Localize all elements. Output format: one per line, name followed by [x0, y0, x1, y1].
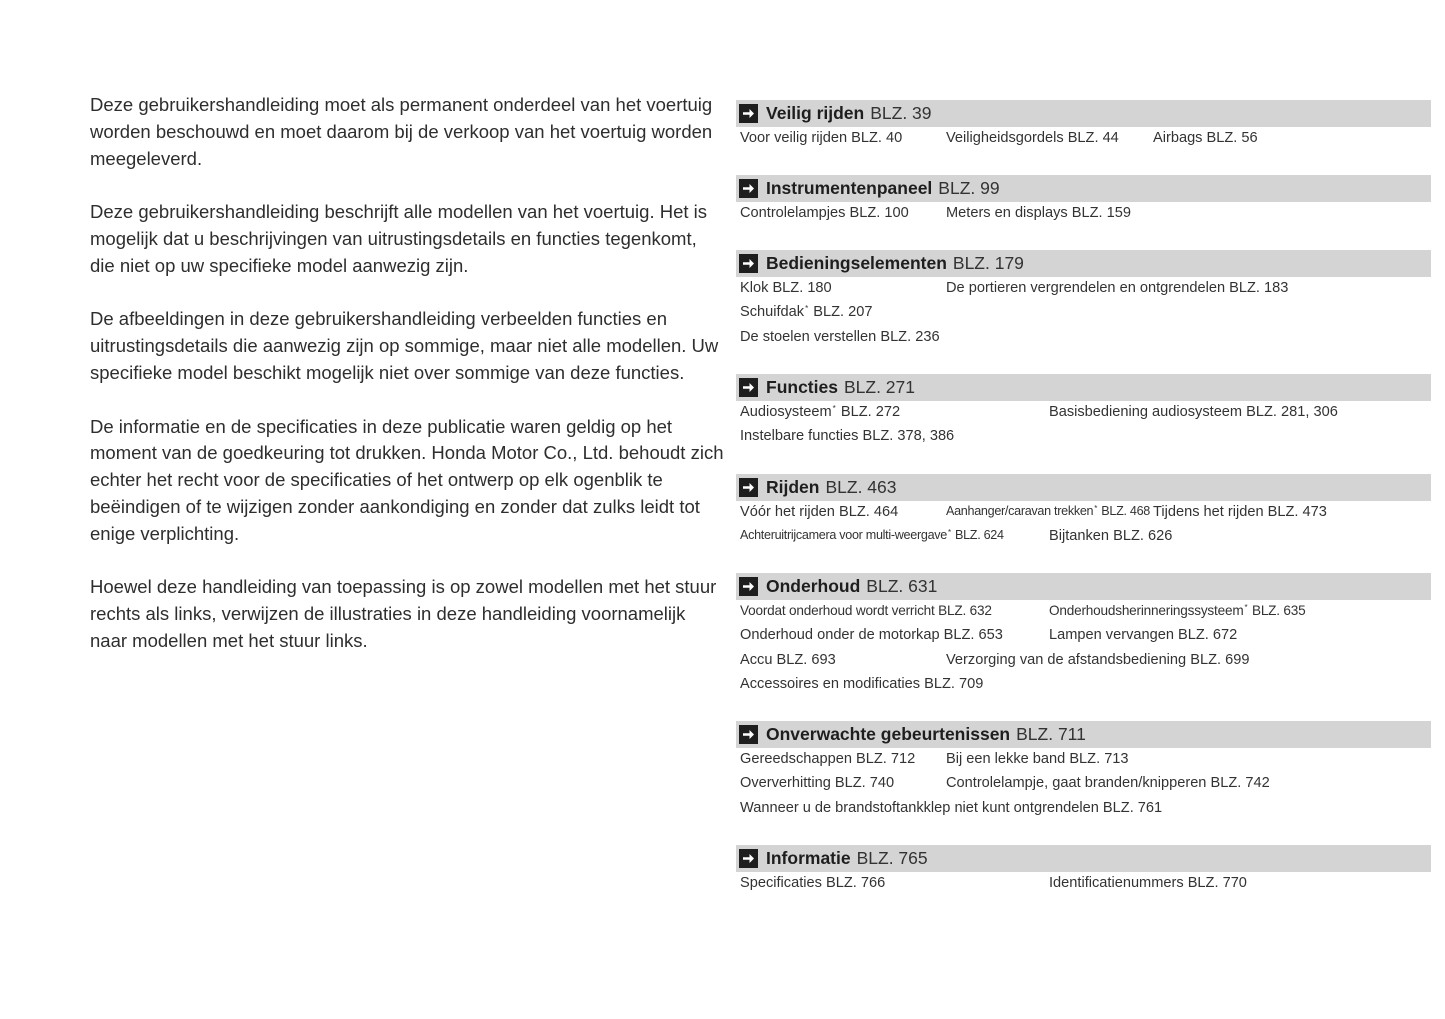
toc-link[interactable]: Wanneer u de brandstoftankklep niet kunt ontgrendelen BLZ. 761 [740, 799, 1163, 816]
section-header[interactable] [736, 374, 1431, 401]
section-page: BLZ. 39 [870, 103, 932, 123]
toc-link[interactable]: Bij een lekke band BLZ. 713 [946, 751, 1129, 767]
toc-link[interactable]: Bijtanken BLZ. 626 [1049, 528, 1173, 545]
toc-link[interactable]: Veiligheidsgordels BLZ. 44 [946, 130, 1119, 146]
toc-link[interactable]: Tijdens het rijden BLZ. 473 [1153, 504, 1327, 520]
toc-row [740, 600, 1431, 624]
section-title: Onverwachte gebeurtenissen [766, 724, 1011, 744]
toc-link[interactable]: Klok BLZ. 180 [740, 280, 832, 296]
intro-paragraph: De informatie en de specificaties in deze publicatie waren geldig op het moment van de goedkeuring tot drukken. Honda Motor Co., Ltd. behoudt zich echter het recht voor de specificaties of het ontwerp op elk ogenblik te beëindigen of te wijzigen zonder aankondiging en zonder dat zulks leidt tot enige verplichting. [90, 415, 724, 544]
toc-row [740, 301, 1431, 325]
toc-link[interactable]: De portieren vergrendelen en ontgrendelen BLZ. 183 [946, 280, 1289, 296]
toc-link[interactable]: Voor veilig rijden BLZ. 40 [740, 130, 903, 146]
toc-link[interactable]: Oververhitting BLZ. 740 [740, 775, 895, 792]
footnote-mark: * [1094, 504, 1098, 513]
section-page: BLZ. 99 [938, 178, 1000, 198]
toc-section-informatie [736, 845, 1431, 896]
footnote-mark: * [832, 404, 836, 413]
toc-link[interactable]: Gereedschappen BLZ. 712 [740, 751, 916, 767]
toc-link[interactable] [1049, 603, 1306, 618]
toc-row [740, 401, 1431, 425]
section-title: Functies [766, 377, 838, 397]
arrow-right-icon [739, 104, 758, 123]
toc-link-name: Achteruitrijcamera voor multi-weergave [740, 528, 947, 543]
toc-section-functies [736, 374, 1431, 450]
toc-link[interactable]: Airbags BLZ. 56 [1153, 130, 1258, 146]
footnote-mark: * [1244, 603, 1248, 612]
section-title: Informatie [766, 848, 851, 868]
toc-link[interactable]: Voordat onderhoud wordt verricht BLZ. 632 [740, 603, 992, 618]
footnote-mark: * [947, 528, 951, 538]
toc-row [740, 277, 1431, 301]
toc-link[interactable]: Lampen vervangen BLZ. 672 [1049, 627, 1238, 644]
section-title: Rijden [766, 477, 820, 497]
toc-row [740, 501, 1431, 525]
toc-row [740, 624, 1431, 648]
intro-paragraph: Deze gebruikershandleiding beschrijft alle modellen van het voertuig. Het is mogelijk dat u beschrijvingen van uitrustingsdetails en functies tegenkomt, die niet op uw specifieke model aanwezig zijn. [90, 201, 708, 276]
toc-link[interactable]: Identificatienummers BLZ. 770 [1049, 875, 1247, 891]
section-page: BLZ. 271 [843, 377, 915, 397]
toc-section-bedieningselementen [736, 250, 1431, 350]
section-header[interactable] [736, 175, 1431, 202]
arrow-right-icon [739, 254, 758, 273]
toc-link[interactable]: Controlelampje, gaat branden/knipperen BLZ. 742 [946, 775, 1270, 792]
toc-row [740, 649, 1431, 673]
toc-link[interactable] [740, 304, 873, 320]
section-page: BLZ. 711 [1016, 724, 1086, 744]
toc-row [740, 127, 1431, 151]
intro-text [90, 92, 725, 682]
toc-link[interactable]: Basisbediening audiosysteem BLZ. 281, 306 [1049, 404, 1338, 420]
section-header[interactable] [736, 845, 1431, 872]
footnote-mark: * [805, 304, 809, 314]
toc-row [740, 673, 1431, 697]
section-page: BLZ. 765 [856, 848, 928, 868]
toc-link[interactable] [740, 528, 1004, 542]
section-header[interactable] [736, 573, 1431, 600]
toc-link[interactable] [946, 504, 1150, 518]
arrow-right-icon [739, 378, 758, 397]
toc-link-name: Schuifdak [740, 304, 805, 321]
toc-link[interactable]: Accu BLZ. 693 [740, 651, 836, 668]
toc-row [740, 872, 1431, 896]
toc-link[interactable] [740, 404, 900, 420]
toc-section-instrumentenpaneel [736, 175, 1431, 226]
arrow-right-icon [739, 478, 758, 497]
toc-link-page: BLZ. 207 [813, 304, 873, 321]
toc-link-page: BLZ. 624 [955, 528, 1004, 543]
intro-paragraph: De afbeeldingen in deze gebruikershandleiding verbeelden functies en uitrustingsdetails die aanwezig zijn op sommige, maar niet alle modellen. Uw specifieke model beschikt mogelijk niet over sommige van deze functies. [90, 308, 719, 383]
section-title: Onderhoud [766, 576, 861, 596]
toc-section-onderhoud [736, 573, 1431, 697]
toc-row [740, 202, 1431, 226]
section-header[interactable] [736, 100, 1431, 127]
section-header[interactable] [736, 721, 1431, 748]
toc-link[interactable]: Verzorging van de afstandsbediening BLZ. 699 [946, 651, 1250, 668]
section-header[interactable] [736, 474, 1431, 501]
toc-link[interactable]: Accessoires en modificaties BLZ. 709 [740, 675, 984, 692]
toc-link-page: BLZ. 635 [1251, 603, 1306, 618]
section-title: Bedieningselementen [766, 253, 947, 273]
arrow-right-icon [739, 725, 758, 744]
toc-link-name: Aanhanger/caravan trekken [946, 504, 1094, 518]
toc-link[interactable]: De stoelen verstellen BLZ. 236 [740, 328, 940, 345]
toc-section-rijden [736, 474, 1431, 550]
toc-row [740, 797, 1431, 821]
intro-paragraph: Hoewel deze handleiding van toepassing is op zowel modellen met het stuur rechts als links, verwijzen de illustraties in deze handleiding voornamelijk naar modellen met het stuur links. [90, 576, 717, 651]
toc-row [740, 425, 1431, 449]
toc-link-name: Onderhoudsherinneringssysteem [1049, 603, 1244, 618]
toc-link[interactable]: Specificaties BLZ. 766 [740, 875, 886, 891]
section-title: Instrumentenpaneel [766, 178, 933, 198]
toc-link[interactable]: Instelbare functies BLZ. 378, 386 [740, 428, 955, 445]
section-page: BLZ. 463 [825, 477, 897, 497]
intro-paragraph: Deze gebruikershandleiding moet als permanent onderdeel van het voertuig worden beschouwd en moet daarom bij de verkoop van het voertuig worden meegeleverd. [90, 94, 713, 169]
toc-row [740, 326, 1431, 350]
toc-section-veilig-rijden [736, 100, 1431, 151]
toc-row [740, 525, 1431, 549]
toc-link[interactable]: Meters en displays BLZ. 159 [946, 205, 1131, 221]
toc-link[interactable]: Vóór het rijden BLZ. 464 [740, 504, 899, 520]
arrow-right-icon [739, 849, 758, 868]
section-page: BLZ. 179 [952, 253, 1024, 273]
toc-link-page: BLZ. 272 [840, 404, 901, 420]
arrow-right-icon [739, 179, 758, 198]
section-header[interactable] [736, 250, 1431, 277]
toc-link[interactable]: Controlelampjes BLZ. 100 [740, 205, 909, 221]
toc-section-onverwachte-gebeurtenissen [736, 721, 1431, 821]
toc-link[interactable]: Onderhoud onder de motorkap BLZ. 653 [740, 627, 1003, 644]
section-title: Veilig rijden [766, 103, 865, 123]
toc-link-name: Audiosysteem [740, 404, 832, 420]
section-page: BLZ. 631 [866, 576, 938, 596]
toc-row [740, 748, 1431, 772]
toc-row [740, 772, 1431, 796]
arrow-right-icon [739, 577, 758, 596]
toc-link-page: BLZ. 468 [1101, 504, 1150, 518]
